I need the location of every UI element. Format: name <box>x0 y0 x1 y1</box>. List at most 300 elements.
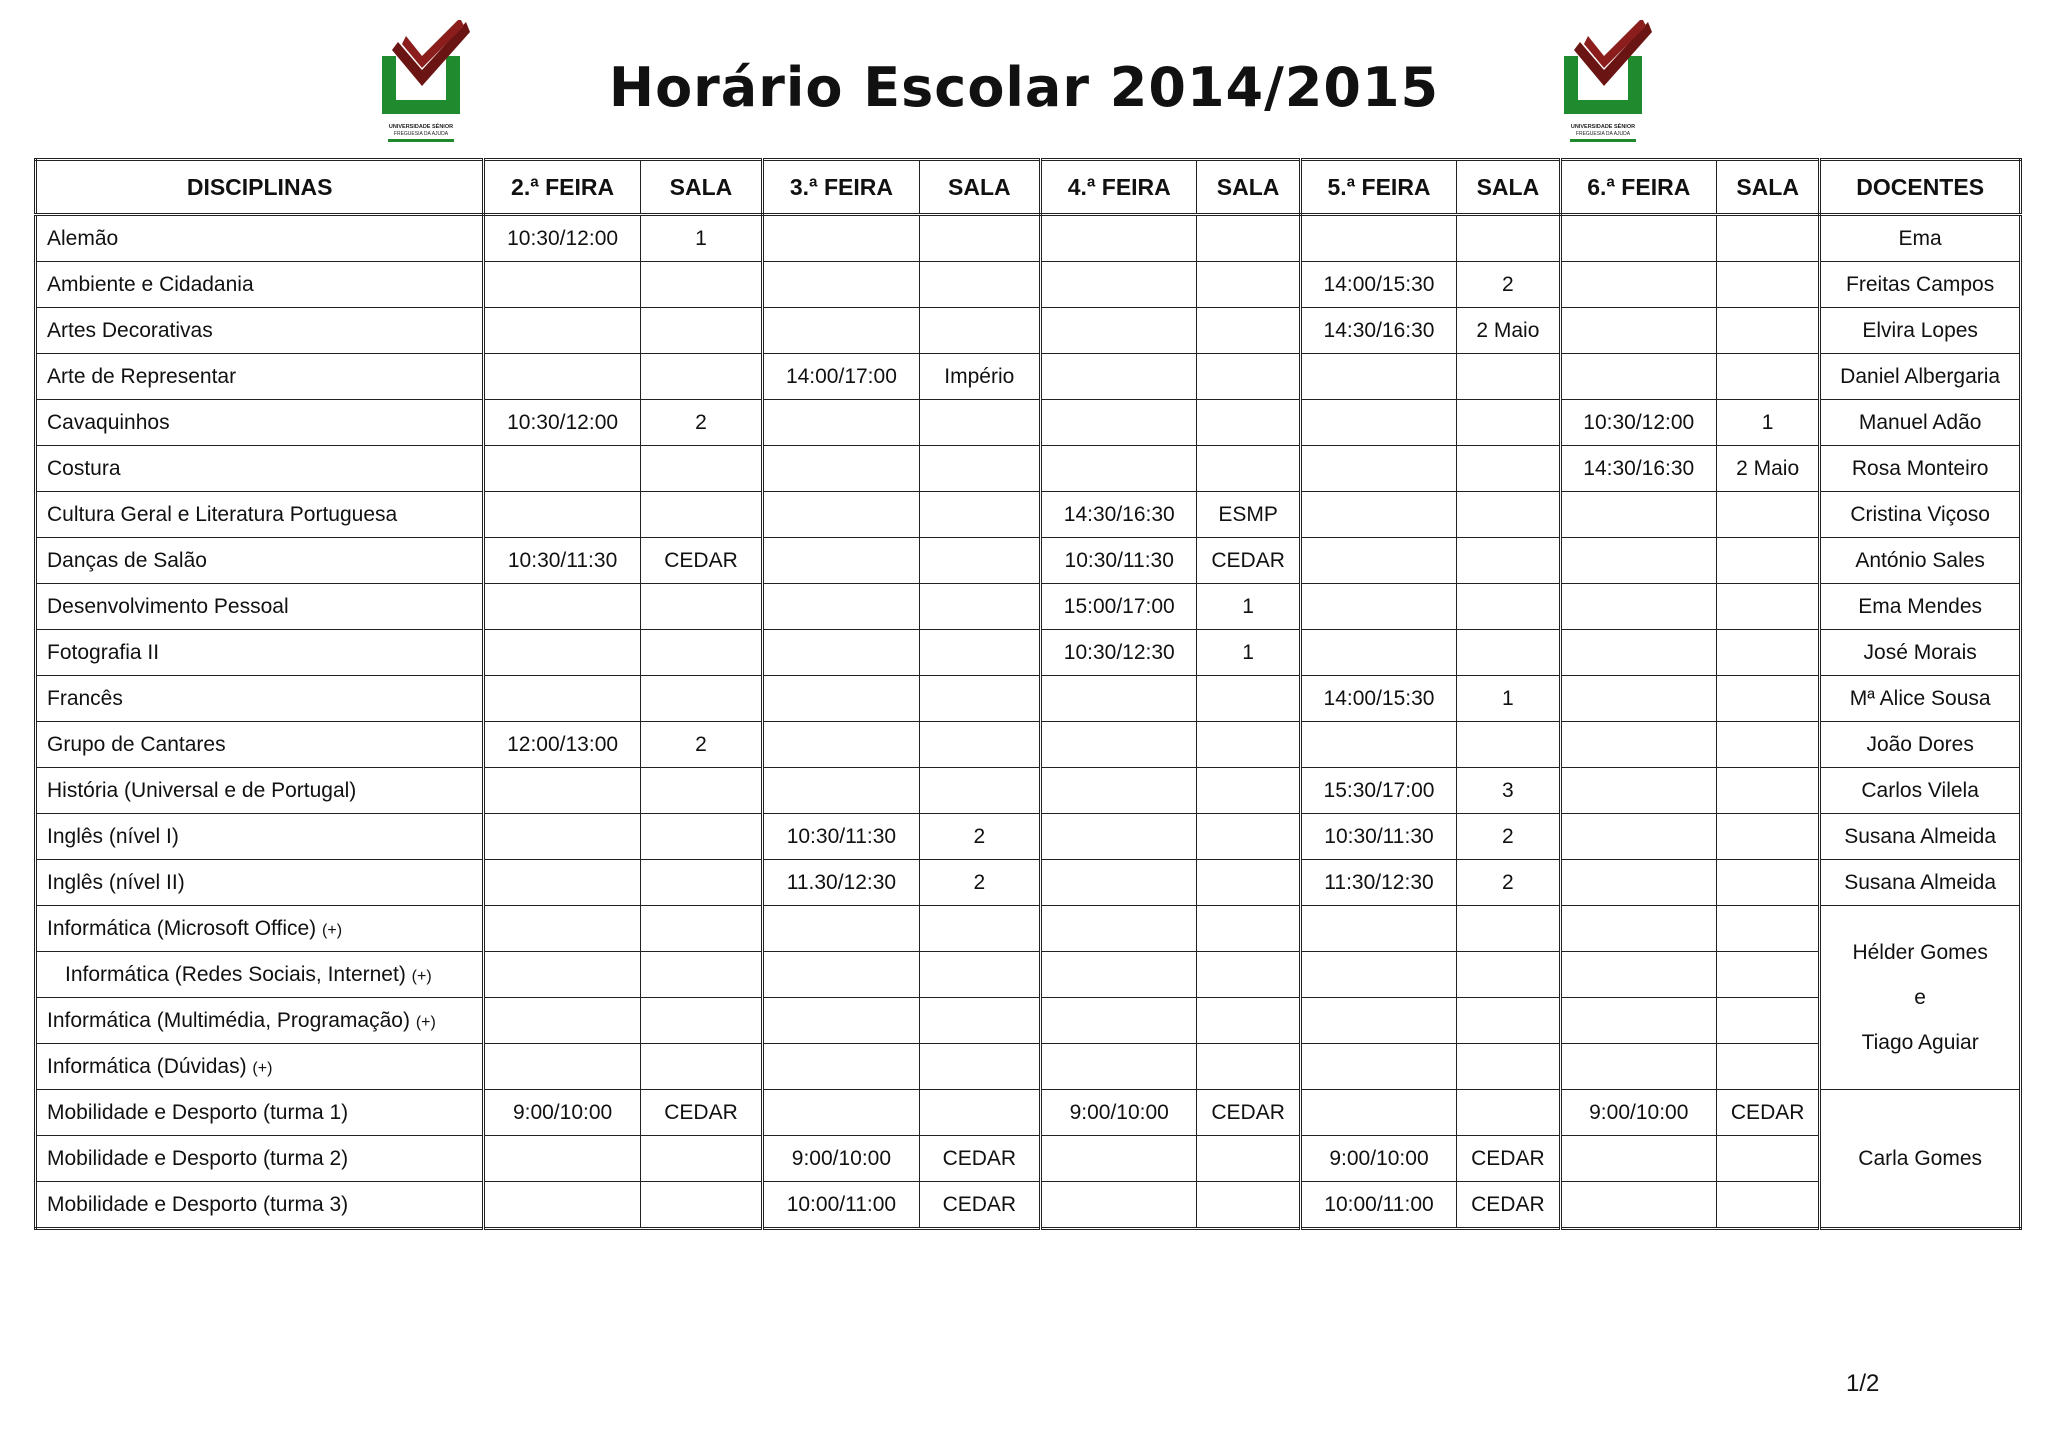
discipline-cell: Mobilidade e Desporto (turma 1) <box>36 1090 484 1136</box>
schedule-cell <box>484 676 640 722</box>
schedule-cell <box>640 814 762 860</box>
schedule-cell <box>1041 676 1197 722</box>
schedule-cell <box>1560 262 1716 308</box>
teacher-name: Tiago Aguiar <box>1861 1031 1979 1054</box>
schedule-cell: 2 Maio <box>1457 308 1560 354</box>
schedule-cell <box>919 906 1040 952</box>
schedule-cell <box>640 676 762 722</box>
teacher-cell: Ema Mendes <box>1820 584 2021 630</box>
schedule-cell <box>1560 998 1716 1044</box>
schedule-cell <box>1717 676 1820 722</box>
table-row <box>36 446 2021 492</box>
schedule-cell <box>1197 814 1300 860</box>
schedule-cell <box>919 998 1040 1044</box>
schedule-cell <box>1197 1044 1300 1090</box>
schedule-cell <box>919 1044 1040 1090</box>
schedule-cell <box>640 768 762 814</box>
schedule-cell <box>1041 354 1197 400</box>
schedule-cell <box>919 1090 1040 1136</box>
table-row <box>36 492 2021 538</box>
teacher-cell: Rosa Monteiro <box>1820 446 2021 492</box>
discipline-cell: Francês <box>36 676 484 722</box>
schedule-cell <box>919 400 1040 446</box>
schedule-cell <box>484 446 640 492</box>
schedule-cell <box>1300 722 1456 768</box>
discipline-cell <box>36 1044 484 1090</box>
schedule-cell <box>1560 952 1716 998</box>
table-row <box>36 308 2021 354</box>
page-number: 1/2 <box>1846 1370 1880 1397</box>
schedule-cell <box>640 860 762 906</box>
schedule-cell: 2 <box>640 400 762 446</box>
schedule-cell <box>763 722 919 768</box>
table-row <box>36 584 2021 630</box>
schedule-cell: 10:30/12:30 <box>1041 630 1197 676</box>
schedule-cell <box>1457 998 1560 1044</box>
teacher-cell: Susana Almeida <box>1820 860 2021 906</box>
schedule-cell: 9:00/10:00 <box>1041 1090 1197 1136</box>
discipline-label: Informática (Multimédia, Programação) <box>47 1008 410 1032</box>
schedule-cell: CEDAR <box>1197 538 1300 584</box>
schedule-cell <box>484 630 640 676</box>
schedule-cell: 1 <box>1717 400 1820 446</box>
schedule-cell <box>1041 952 1197 998</box>
schedule-cell <box>1457 492 1560 538</box>
teacher-cell: Carla Gomes <box>1820 1090 2021 1229</box>
schedule-cell <box>763 1090 919 1136</box>
schedule-cell <box>640 630 762 676</box>
schedule-cell <box>1560 215 1716 262</box>
schedule-cell: Império <box>919 354 1040 400</box>
schedule-cell: 2 <box>1457 262 1560 308</box>
schedule-cell <box>1041 446 1197 492</box>
schedule-cell <box>763 446 919 492</box>
schedule-cell <box>1717 538 1820 584</box>
schedule-cell <box>640 1136 762 1182</box>
schedule-cell <box>763 308 919 354</box>
schedule-cell <box>1560 630 1716 676</box>
schedule-cell <box>1197 860 1300 906</box>
discipline-suffix: (+) <box>322 921 343 939</box>
schedule-cell <box>1560 814 1716 860</box>
schedule-cell <box>1197 952 1300 998</box>
table-row <box>36 1136 2021 1182</box>
discipline-cell: Cultura Geral e Literatura Portuguesa <box>36 492 484 538</box>
schedule-cell <box>1560 1182 1716 1229</box>
schedule-cell <box>1300 584 1456 630</box>
schedule-cell <box>1041 722 1197 768</box>
schedule-cell: 2 <box>1457 860 1560 906</box>
column-header: DOCENTES <box>1820 160 2021 215</box>
schedule-cell <box>1197 676 1300 722</box>
schedule-cell <box>640 584 762 630</box>
table-row <box>36 630 2021 676</box>
schedule-cell <box>1041 262 1197 308</box>
schedule-cell: 10:30/11:30 <box>1041 538 1197 584</box>
schedule-cell <box>1457 584 1560 630</box>
schedule-cell <box>1717 584 1820 630</box>
schedule-cell <box>763 952 919 998</box>
schedule-cell <box>919 262 1040 308</box>
schedule-cell <box>1457 906 1560 952</box>
schedule-cell <box>1717 952 1820 998</box>
teacher-cell: Carlos Vilela <box>1820 768 2021 814</box>
schedule-cell <box>640 952 762 998</box>
table-row <box>36 1044 2021 1090</box>
logo-text-line1: UNIVERSIDADE SÉNIOR <box>1570 124 1636 130</box>
schedule-cell <box>1560 584 1716 630</box>
teacher-cell: António Sales <box>1820 538 2021 584</box>
schedule-cell <box>1717 860 1820 906</box>
schedule-cell <box>1041 308 1197 354</box>
schedule-cell <box>484 354 640 400</box>
schedule-cell <box>1197 446 1300 492</box>
schedule-cell <box>763 676 919 722</box>
column-header: 3.ª FEIRA <box>763 160 919 215</box>
schedule-cell: 14:30/16:30 <box>1560 446 1716 492</box>
schedule-cell: 14:00/15:30 <box>1300 676 1456 722</box>
schedule-cell <box>919 952 1040 998</box>
schedule-cell <box>1560 676 1716 722</box>
schedule-cell: 9:00/10:00 <box>1300 1136 1456 1182</box>
table-row <box>36 262 2021 308</box>
schedule-cell <box>1197 906 1300 952</box>
schedule-cell <box>484 860 640 906</box>
column-header: SALA <box>919 160 1040 215</box>
schedule-cell <box>1457 538 1560 584</box>
schedule-cell <box>640 308 762 354</box>
table-row <box>36 676 2021 722</box>
column-header: DISCIPLINAS <box>36 160 484 215</box>
teacher-cell: Susana Almeida <box>1820 814 2021 860</box>
schedule-cell <box>1457 722 1560 768</box>
schedule-cell <box>763 538 919 584</box>
schedule-cell <box>1041 860 1197 906</box>
discipline-label: Informática (Microsoft Office) <box>47 916 317 940</box>
schedule-cell <box>919 630 1040 676</box>
schedule-cell <box>1717 906 1820 952</box>
schedule-cell: 9:00/10:00 <box>1560 1090 1716 1136</box>
schedule-cell <box>1300 215 1456 262</box>
schedule-cell <box>484 308 640 354</box>
discipline-cell <box>36 906 484 952</box>
table-row <box>36 538 2021 584</box>
schedule-cell <box>484 492 640 538</box>
schedule-cell <box>484 1182 640 1229</box>
schedule-cell <box>919 308 1040 354</box>
schedule-cell <box>1300 400 1456 446</box>
schedule-cell <box>484 584 640 630</box>
teacher-cell: José Morais <box>1820 630 2021 676</box>
schedule-cell: 15:30/17:00 <box>1300 768 1456 814</box>
schedule-cell <box>1717 1182 1820 1229</box>
schedule-cell: 15:00/17:00 <box>1041 584 1197 630</box>
schedule-cell <box>919 722 1040 768</box>
schedule-cell <box>1717 354 1820 400</box>
schedule-cell: 2 <box>919 860 1040 906</box>
discipline-suffix: (+) <box>252 1059 273 1077</box>
discipline-cell: Cavaquinhos <box>36 400 484 446</box>
teacher-name: e <box>1914 986 1926 1009</box>
schedule-cell <box>1457 1090 1560 1136</box>
schedule-cell <box>1300 446 1456 492</box>
schedule-cell: 9:00/10:00 <box>763 1136 919 1182</box>
schedule-cell <box>1300 538 1456 584</box>
schedule-cell <box>1560 1136 1716 1182</box>
schedule-cell <box>640 492 762 538</box>
schedule-cell <box>1560 860 1716 906</box>
table-row <box>36 952 2021 998</box>
schedule-cell: CEDAR <box>1457 1182 1560 1229</box>
schedule-cell: 10:30/12:00 <box>1560 400 1716 446</box>
schedule-cell <box>1717 1136 1820 1182</box>
table-row <box>36 998 2021 1044</box>
schedule-cell <box>640 998 762 1044</box>
schedule-cell <box>1560 308 1716 354</box>
discipline-cell: Grupo de Cantares <box>36 722 484 768</box>
table-row <box>36 722 2021 768</box>
schedule-cell: 14:00/15:30 <box>1300 262 1456 308</box>
table-row <box>36 1090 2021 1136</box>
teacher-cell: Mª Alice Sousa <box>1820 676 2021 722</box>
column-header: SALA <box>1457 160 1560 215</box>
schedule-cell <box>1197 262 1300 308</box>
schedule-cell <box>1041 1182 1197 1229</box>
schedule-cell: 10:30/11:30 <box>763 814 919 860</box>
schedule-cell <box>1041 814 1197 860</box>
schedule-cell <box>1457 446 1560 492</box>
column-header: 6.ª FEIRA <box>1560 160 1716 215</box>
schedule-cell: CEDAR <box>1197 1090 1300 1136</box>
schedule-cell <box>763 630 919 676</box>
header-row <box>36 160 2021 215</box>
schedule-cell <box>1300 1090 1456 1136</box>
discipline-label: Informática (Dúvidas) <box>47 1054 247 1078</box>
schedule-cell <box>763 768 919 814</box>
schedule-cell <box>1717 492 1820 538</box>
schedule-cell <box>1197 998 1300 1044</box>
schedule-cell <box>1041 215 1197 262</box>
schedule-cell <box>1197 768 1300 814</box>
discipline-cell: Alemão <box>36 215 484 262</box>
discipline-cell <box>36 952 484 998</box>
discipline-suffix: (+) <box>415 1013 436 1031</box>
schedule-cell <box>1041 768 1197 814</box>
schedule-cell <box>1457 400 1560 446</box>
schedule-cell <box>919 768 1040 814</box>
discipline-cell: Arte de Representar <box>36 354 484 400</box>
schedule-cell: 1 <box>1197 630 1300 676</box>
schedule-cell <box>1560 492 1716 538</box>
schedule-cell: 1 <box>640 215 762 262</box>
schedule-cell <box>1717 262 1820 308</box>
table-row <box>36 768 2021 814</box>
column-header: SALA <box>640 160 762 215</box>
logo-text-line2: FREGUESIA DA AJUDA <box>1575 131 1631 137</box>
table-row <box>36 860 2021 906</box>
column-header: SALA <box>1717 160 1820 215</box>
teacher-cell: Ema <box>1820 215 2021 262</box>
schedule-cell: 11.30/12:30 <box>763 860 919 906</box>
logo-text-line1: UNIVERSIDADE SÉNIOR <box>388 124 454 130</box>
schedule-cell <box>763 215 919 262</box>
schedule-cell: CEDAR <box>640 538 762 584</box>
schedule-cell: 14:00/17:00 <box>763 354 919 400</box>
schedule-cell <box>1041 1044 1197 1090</box>
schedule-cell <box>919 215 1040 262</box>
table-row <box>36 814 2021 860</box>
discipline-cell <box>36 998 484 1044</box>
discipline-cell: Costura <box>36 446 484 492</box>
schedule-cell <box>1457 630 1560 676</box>
schedule-cell <box>1197 400 1300 446</box>
schedule-cell <box>484 998 640 1044</box>
discipline-cell: Desenvolvimento Pessoal <box>36 584 484 630</box>
table-row <box>36 215 2021 262</box>
schedule-cell: 10:00/11:00 <box>1300 1182 1456 1229</box>
schedule-cell <box>1300 1044 1456 1090</box>
schedule-cell <box>1300 354 1456 400</box>
schedule-cell <box>1300 998 1456 1044</box>
discipline-cell: História (Universal e de Portugal) <box>36 768 484 814</box>
schedule-cell: CEDAR <box>919 1136 1040 1182</box>
schedule-cell <box>1717 768 1820 814</box>
schedule-cell <box>1457 354 1560 400</box>
schedule-cell <box>640 446 762 492</box>
schedule-cell: 10:30/12:00 <box>484 400 640 446</box>
discipline-cell: Mobilidade e Desporto (turma 3) <box>36 1182 484 1229</box>
column-header: 4.ª FEIRA <box>1041 160 1197 215</box>
schedule-cell <box>1041 400 1197 446</box>
schedule-cell <box>1560 1044 1716 1090</box>
schedule-cell <box>1560 354 1716 400</box>
schedule-cell: CEDAR <box>640 1090 762 1136</box>
schedule-cell: CEDAR <box>1457 1136 1560 1182</box>
schedule-cell <box>1717 308 1820 354</box>
schedule-cell <box>1717 630 1820 676</box>
schedule-cell <box>763 998 919 1044</box>
schedule-cell <box>484 1044 640 1090</box>
discipline-cell: Mobilidade e Desporto (turma 2) <box>36 1136 484 1182</box>
teacher-cell: Cristina Viçoso <box>1820 492 2021 538</box>
schedule-cell: 10:30/11:30 <box>484 538 640 584</box>
discipline-label: Informática (Redes Sociais, Internet) <box>65 962 406 986</box>
schedule-cell <box>1300 952 1456 998</box>
schedule-cell: 14:30/16:30 <box>1300 308 1456 354</box>
schedule-cell <box>1197 1136 1300 1182</box>
discipline-cell: Danças de Salão <box>36 538 484 584</box>
schedule-cell <box>1457 1044 1560 1090</box>
schedule-cell <box>763 906 919 952</box>
logo-text-line2: FREGUESIA DA AJUDA <box>393 131 449 137</box>
schedule-cell: 2 <box>640 722 762 768</box>
schedule-cell <box>1560 768 1716 814</box>
teacher-cell: Manuel Adão <box>1820 400 2021 446</box>
schedule-cell <box>484 814 640 860</box>
schedule-cell <box>763 262 919 308</box>
schedule-cell: 12:00/13:00 <box>484 722 640 768</box>
schedule-cell <box>1300 630 1456 676</box>
schedule-cell <box>484 906 640 952</box>
schedule-cell <box>919 446 1040 492</box>
schedule-cell <box>1717 722 1820 768</box>
table-row <box>36 906 2021 952</box>
schedule-cell <box>763 400 919 446</box>
schedule-cell <box>640 262 762 308</box>
schedule-cell: 2 Maio <box>1717 446 1820 492</box>
schedule-cell <box>763 1044 919 1090</box>
schedule-cell: 10:00/11:00 <box>763 1182 919 1229</box>
table-row <box>36 1182 2021 1229</box>
page-title: Horário Escolar 2014/2015 <box>608 56 1440 119</box>
teacher-cell <box>1820 906 2021 1090</box>
schedule-cell <box>919 538 1040 584</box>
teacher-name: Hélder Gomes <box>1852 941 1988 964</box>
schedule-cell <box>1560 722 1716 768</box>
schedule-cell: 11:30/12:30 <box>1300 860 1456 906</box>
schedule-cell <box>763 584 919 630</box>
schedule-cell: 1 <box>1197 584 1300 630</box>
discipline-cell: Fotografia II <box>36 630 484 676</box>
schedule-cell <box>1717 998 1820 1044</box>
schedule-cell <box>484 1136 640 1182</box>
schedule-cell: CEDAR <box>919 1182 1040 1229</box>
schedule-cell <box>1300 906 1456 952</box>
discipline-cell: Artes Decorativas <box>36 308 484 354</box>
schedule-cell <box>1300 492 1456 538</box>
schedule-cell <box>484 952 640 998</box>
column-header: 2.ª FEIRA <box>484 160 640 215</box>
discipline-cell: Inglês (nível I) <box>36 814 484 860</box>
teacher-cell: Freitas Campos <box>1820 262 2021 308</box>
schedule-cell <box>919 676 1040 722</box>
schedule-cell: 2 <box>1457 814 1560 860</box>
schedule-cell <box>640 906 762 952</box>
discipline-suffix: (+) <box>411 967 432 985</box>
schedule-cell: ESMP <box>1197 492 1300 538</box>
schedule-cell <box>1197 215 1300 262</box>
schedule-cell: 9:00/10:00 <box>484 1090 640 1136</box>
schedule-cell: 10:30/12:00 <box>484 215 640 262</box>
teacher-cell: João Dores <box>1820 722 2021 768</box>
discipline-cell: Ambiente e Cidadania <box>36 262 484 308</box>
schedule-cell <box>1041 1136 1197 1182</box>
schedule-cell: 2 <box>919 814 1040 860</box>
university-logo-right <box>1560 20 1656 148</box>
schedule-cell <box>1197 1182 1300 1229</box>
schedule-cell: 10:30/11:30 <box>1300 814 1456 860</box>
schedule-cell: CEDAR <box>1717 1090 1820 1136</box>
schedule-table <box>34 158 2022 1230</box>
schedule-cell <box>484 768 640 814</box>
schedule-cell <box>1041 998 1197 1044</box>
schedule-cell <box>763 492 919 538</box>
table-row <box>36 400 2021 446</box>
schedule-cell <box>919 584 1040 630</box>
schedule-cell <box>640 1044 762 1090</box>
schedule-cell <box>1197 308 1300 354</box>
schedule-cell <box>484 262 640 308</box>
schedule-cell <box>1197 354 1300 400</box>
schedule-cell <box>1717 814 1820 860</box>
discipline-cell: Inglês (nível II) <box>36 860 484 906</box>
schedule-cell <box>640 1182 762 1229</box>
column-header: 5.ª FEIRA <box>1300 160 1456 215</box>
schedule-cell <box>1560 906 1716 952</box>
schedule-cell <box>1560 538 1716 584</box>
schedule-cell <box>1717 215 1820 262</box>
column-header: SALA <box>1197 160 1300 215</box>
